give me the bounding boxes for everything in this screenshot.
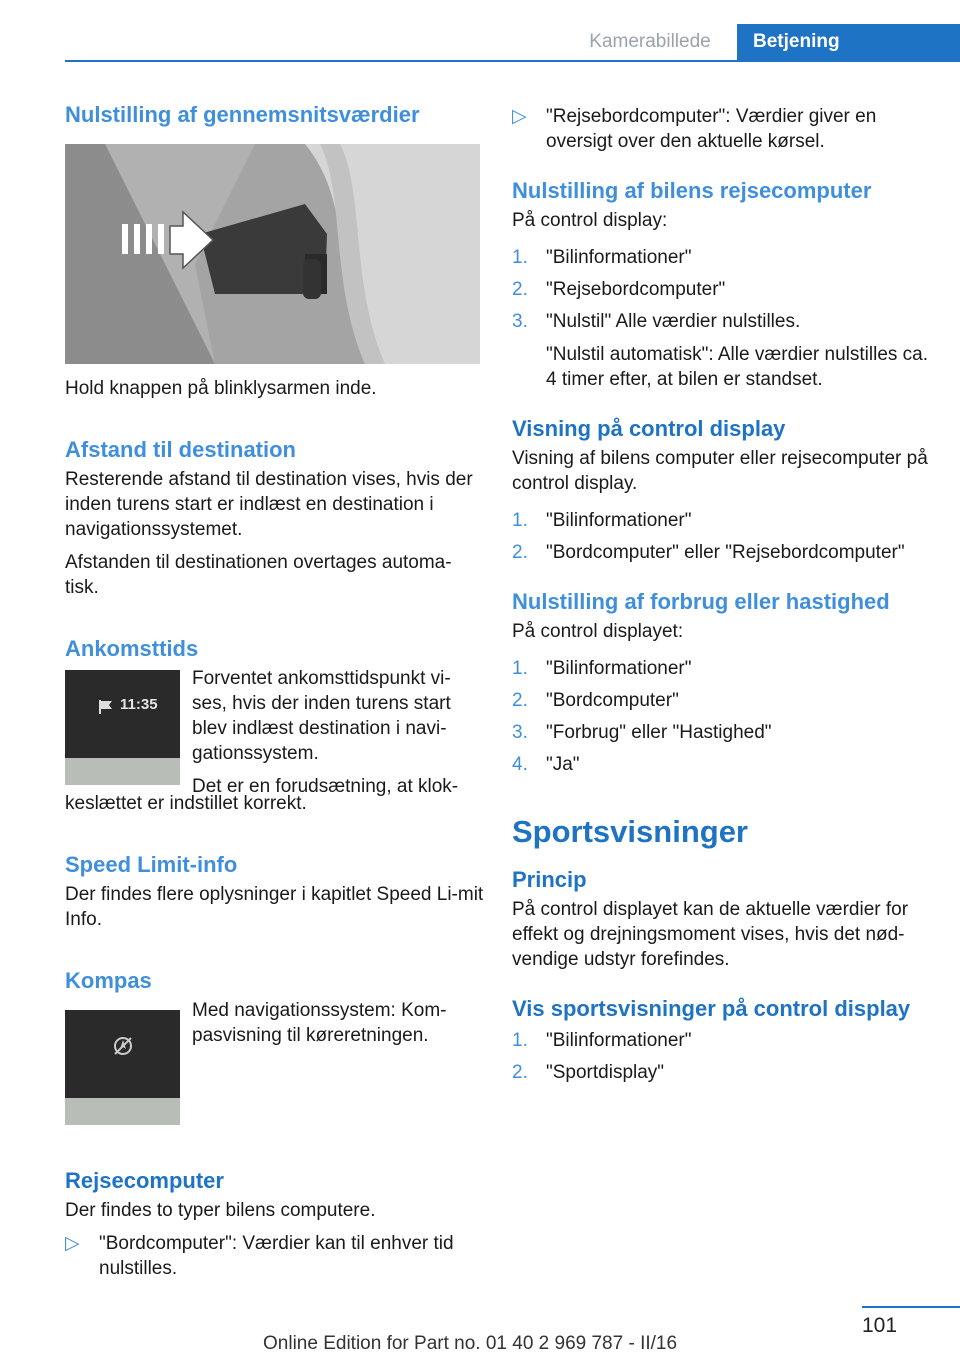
list-item: 1. "Bilinformationer": [512, 1030, 692, 1051]
page-header: [0, 0, 960, 62]
kompas-block: [65, 998, 485, 1148]
heading-visning: Visning på control display: [512, 416, 786, 441]
blinker-lever-photo: [65, 144, 480, 364]
heading-sportsvisninger: Sportsvisninger: [512, 814, 748, 849]
list-item: 2. "Rejsebordcomputer": [512, 279, 726, 300]
list-forbrug: [512, 656, 932, 777]
list-item: 1. "Bilinformationer": [512, 658, 692, 679]
list-item: 1. "Bilinformationer": [512, 510, 692, 531]
right-column: [512, 100, 932, 1085]
heading-speed-limit: Speed Limit-info: [65, 852, 238, 877]
text-afstand-2: Afstanden til destinationen overtages automa-tisk.: [65, 552, 452, 598]
heading-afstand: Afstand til destination: [65, 437, 296, 462]
heading-ankomsttids: Ankomsttids: [65, 636, 199, 661]
list-item: 3. "Forbrug" eller "Hastighed": [512, 722, 772, 743]
list-rejsecomputer: [512, 245, 932, 392]
screen-bottom-bar: [65, 758, 180, 785]
list-visning: [512, 508, 932, 565]
heading-kompas: Kompas: [65, 968, 152, 993]
text-ankomst-2b: keslættet er indstillet korrekt.: [65, 793, 307, 814]
compass-off-icon: [112, 1035, 134, 1057]
heading-rejsecomputer: Rejsecomputer: [65, 1168, 224, 1193]
heading-vis-sportsvisninger: Vis sportsvisninger på control display: [512, 996, 911, 1021]
text-visning: Visning af bilens computer eller rejsecomputer på control display.: [512, 448, 928, 494]
list-item: 4. "Ja": [512, 754, 580, 775]
screen-bottom-bar: [65, 1098, 180, 1125]
page-number: 101: [862, 1314, 898, 1337]
flag-icon: [97, 698, 115, 716]
list-item: ▷ "Rejsebordcomputer": Værdier giver en oversigt over den aktuelle kørsel.: [512, 106, 877, 152]
text-control-display-1: På control display:: [512, 210, 668, 231]
text-hold-knappen: Hold knappen på blinklysarmen inde.: [65, 378, 377, 399]
heading-forbrug: Nulstilling af forbrug eller hastighed: [512, 589, 890, 614]
footer-divider: [862, 1306, 960, 1308]
edition-text: Online Edition for Part no. 01 40 2 969 787 - II/16: [263, 1333, 678, 1354]
heading-princip: Princip: [512, 867, 587, 892]
bullet-triangle-icon: ▷: [512, 106, 527, 127]
text-princip: På control displayet kan de aktuelle værdier for effekt og drejningsmoment vises, hvis det nød-vendige udstyr forefindes.: [512, 899, 909, 970]
list-item: 1. "Bilinformationer": [512, 247, 692, 268]
arrival-time-screen: [65, 670, 180, 785]
arrival-time: 11:35: [120, 696, 158, 713]
list-item: 3. "Nulstil" Alle værdier nulstilles.: [512, 311, 801, 332]
tab-betjening[interactable]: Betjening: [737, 24, 960, 60]
text-ankomst-1: Forventet ankomsttidspunkt vi-ses, hvis der inden turens start blev indlæst destination i navi-gationssystem.: [192, 668, 451, 764]
text-afstand-1: Resterende afstand til destination vises, hvis der inden turens start er indlæst en destination i navigationssystemet.: [65, 469, 473, 540]
text-ankomst-2a: Det er en forudsætning, at klok-: [192, 776, 459, 797]
text-nulstil-automatisk: "Nulstil automatisk": Alle værdier nulstilles ca. 4 timer efter, at bilen er standset.: [546, 344, 929, 390]
text-rejsecomputer: Der findes to typer bilens computere.: [65, 1200, 376, 1221]
list-item: 2. "Bordcomputer" eller "Rejsebordcomputer": [512, 542, 905, 563]
compass-screen: [65, 1010, 180, 1125]
text-speed-limit: Der findes flere oplysninger i kapitlet Speed Li-mit Info.: [65, 884, 484, 930]
text-control-displayet: På control displayet:: [512, 621, 684, 642]
list-item: 2. "Bordcomputer": [512, 690, 679, 711]
left-column: [65, 100, 485, 1281]
list-item: ▷ "Bordcomputer": Værdier kan til enhver tid nulstilles.: [65, 1233, 454, 1279]
bullet-triangle-icon: ▷: [65, 1233, 80, 1254]
heading-nulstilling-gennemsnit: Nulstilling af gennemsnitsværdier: [65, 102, 420, 127]
ankomst-block: [65, 666, 485, 796]
heading-nulstilling-rejsecomputer: Nulstilling af bilens rejsecomputer: [512, 178, 872, 203]
list-item: 2. "Sportdisplay": [512, 1062, 665, 1083]
header-divider: [65, 60, 960, 62]
text-kompas: Med navigationssystem: Kom-pasvisning til køreretningen.: [192, 1000, 447, 1046]
list-sportsvisninger: [512, 1028, 932, 1085]
tab-kamerabillede[interactable]: Kamerabillede: [589, 31, 711, 52]
